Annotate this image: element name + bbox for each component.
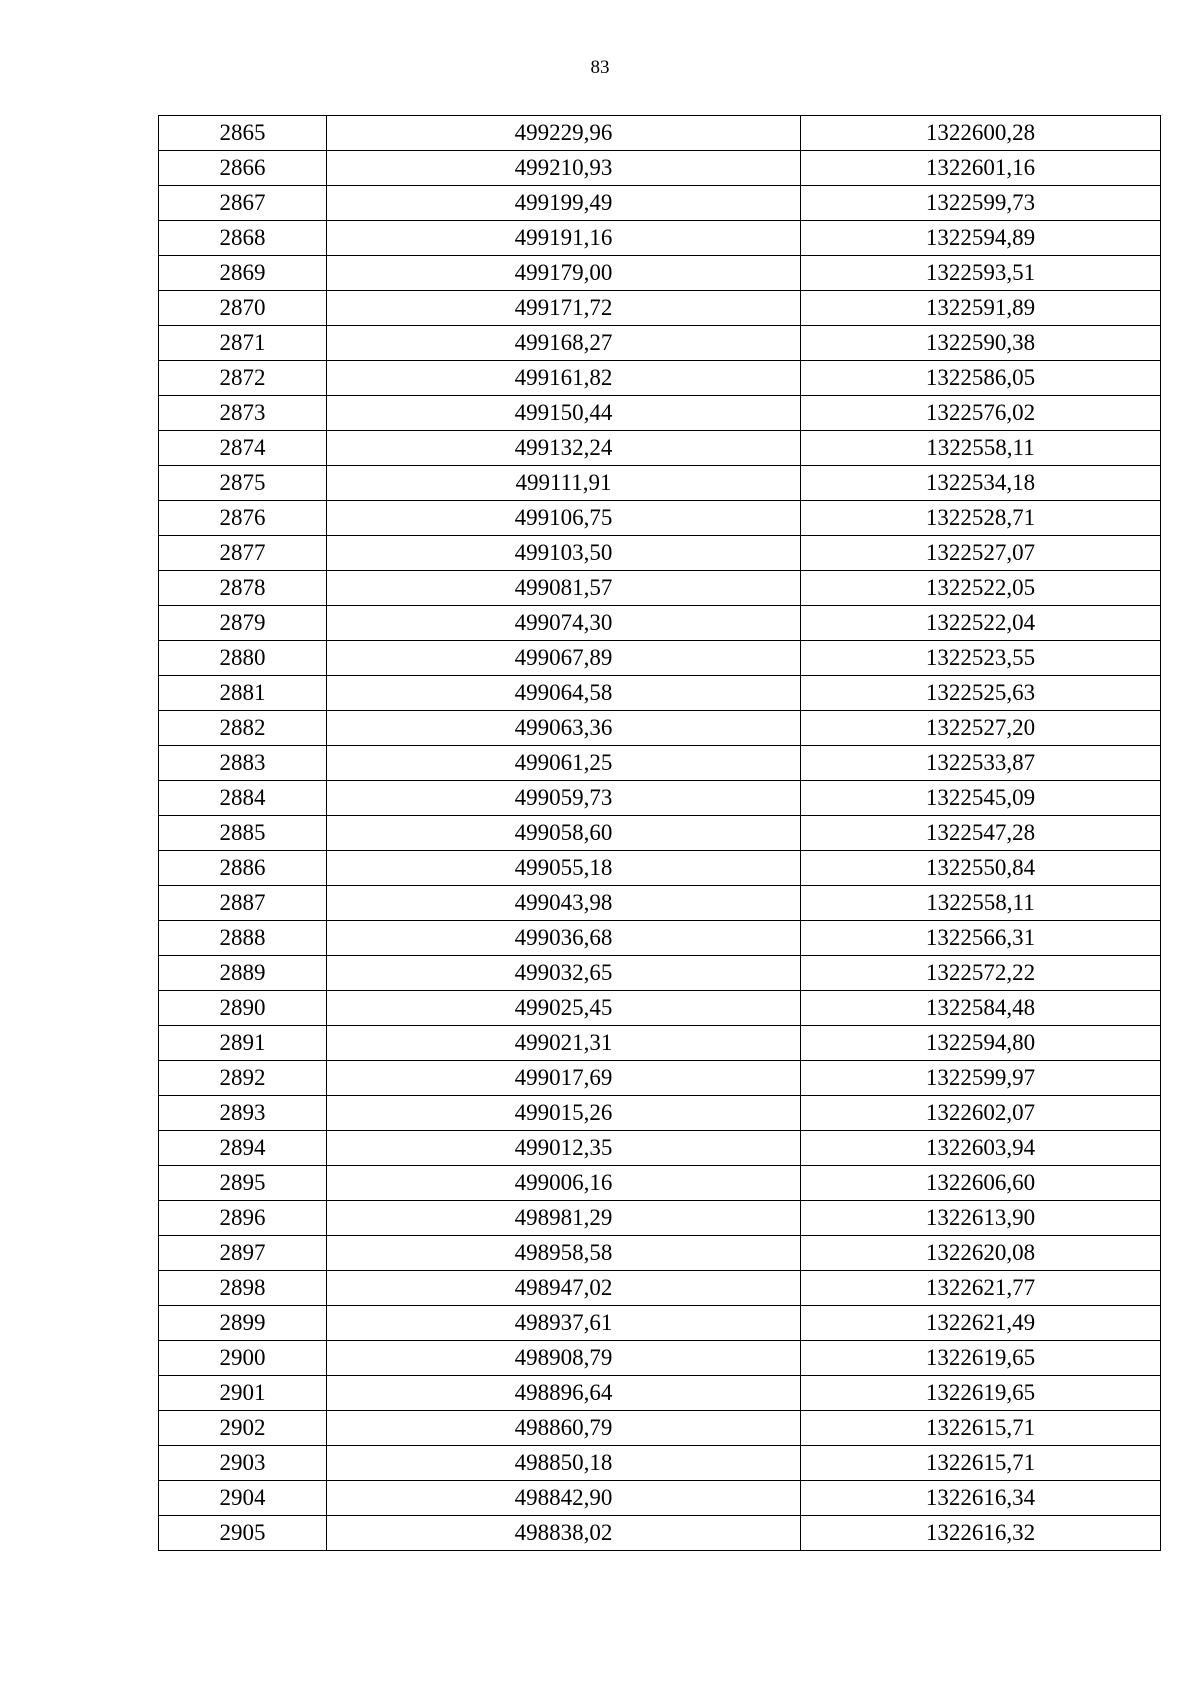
x-coordinate-cell: 499229,96 <box>327 116 801 151</box>
x-coordinate-cell: 498850,18 <box>327 1446 801 1481</box>
point-number-cell: 2905 <box>159 1516 327 1551</box>
point-number-cell: 2888 <box>159 921 327 956</box>
table-row <box>159 1376 1161 1411</box>
table-row <box>159 1096 1161 1131</box>
x-coordinate-cell: 498896,64 <box>327 1376 801 1411</box>
point-number-cell: 2886 <box>159 851 327 886</box>
point-number-cell: 2884 <box>159 781 327 816</box>
y-coordinate-cell: 1322545,09 <box>801 781 1161 816</box>
x-coordinate-cell: 499043,98 <box>327 886 801 921</box>
point-number-cell: 2892 <box>159 1061 327 1096</box>
table-row <box>159 676 1161 711</box>
y-coordinate-cell: 1322528,71 <box>801 501 1161 536</box>
x-coordinate-cell: 499058,60 <box>327 816 801 851</box>
x-coordinate-cell: 499064,58 <box>327 676 801 711</box>
y-coordinate-cell: 1322616,34 <box>801 1481 1161 1516</box>
x-coordinate-cell: 499161,82 <box>327 361 801 396</box>
y-coordinate-cell: 1322527,07 <box>801 536 1161 571</box>
table-row <box>159 711 1161 746</box>
point-number-cell: 2902 <box>159 1411 327 1446</box>
point-number-cell: 2879 <box>159 606 327 641</box>
y-coordinate-cell: 1322620,08 <box>801 1236 1161 1271</box>
table-row <box>159 466 1161 501</box>
x-coordinate-cell: 499111,91 <box>327 466 801 501</box>
table-row <box>159 851 1161 886</box>
y-coordinate-cell: 1322591,89 <box>801 291 1161 326</box>
point-number-cell: 2899 <box>159 1306 327 1341</box>
x-coordinate-cell: 499055,18 <box>327 851 801 886</box>
point-number-cell: 2869 <box>159 256 327 291</box>
table-row <box>159 361 1161 396</box>
x-coordinate-cell: 499150,44 <box>327 396 801 431</box>
table-row <box>159 151 1161 186</box>
y-coordinate-cell: 1322603,94 <box>801 1131 1161 1166</box>
point-number-cell: 2865 <box>159 116 327 151</box>
point-number-cell: 2894 <box>159 1131 327 1166</box>
y-coordinate-cell: 1322558,11 <box>801 431 1161 466</box>
x-coordinate-cell: 498981,29 <box>327 1201 801 1236</box>
point-number-cell: 2877 <box>159 536 327 571</box>
y-coordinate-cell: 1322599,73 <box>801 186 1161 221</box>
y-coordinate-cell: 1322525,63 <box>801 676 1161 711</box>
y-coordinate-cell: 1322601,16 <box>801 151 1161 186</box>
y-coordinate-cell: 1322534,18 <box>801 466 1161 501</box>
table-row <box>159 886 1161 921</box>
y-coordinate-cell: 1322584,48 <box>801 991 1161 1026</box>
point-number-cell: 2867 <box>159 186 327 221</box>
y-coordinate-cell: 1322576,02 <box>801 396 1161 431</box>
x-coordinate-cell: 498860,79 <box>327 1411 801 1446</box>
y-coordinate-cell: 1322527,20 <box>801 711 1161 746</box>
coordinates-table-body <box>159 116 1161 1551</box>
point-number-cell: 2895 <box>159 1166 327 1201</box>
point-number-cell: 2882 <box>159 711 327 746</box>
point-number-cell: 2866 <box>159 151 327 186</box>
point-number-cell: 2887 <box>159 886 327 921</box>
table-row <box>159 816 1161 851</box>
table-row <box>159 1061 1161 1096</box>
table-row <box>159 606 1161 641</box>
table-row <box>159 1306 1161 1341</box>
y-coordinate-cell: 1322572,22 <box>801 956 1161 991</box>
table-row <box>159 256 1161 291</box>
x-coordinate-cell: 499017,69 <box>327 1061 801 1096</box>
point-number-cell: 2904 <box>159 1481 327 1516</box>
point-number-cell: 2901 <box>159 1376 327 1411</box>
point-number-cell: 2878 <box>159 571 327 606</box>
y-coordinate-cell: 1322566,31 <box>801 921 1161 956</box>
table-row <box>159 1131 1161 1166</box>
table-row <box>159 1271 1161 1306</box>
y-coordinate-cell: 1322523,55 <box>801 641 1161 676</box>
x-coordinate-cell: 499012,35 <box>327 1131 801 1166</box>
point-number-cell: 2900 <box>159 1341 327 1376</box>
coordinates-table <box>158 115 1161 1551</box>
table-row <box>159 571 1161 606</box>
point-number-cell: 2885 <box>159 816 327 851</box>
y-coordinate-cell: 1322621,77 <box>801 1271 1161 1306</box>
point-number-cell: 2876 <box>159 501 327 536</box>
y-coordinate-cell: 1322613,90 <box>801 1201 1161 1236</box>
point-number-cell: 2890 <box>159 991 327 1026</box>
x-coordinate-cell: 499063,36 <box>327 711 801 746</box>
point-number-cell: 2874 <box>159 431 327 466</box>
y-coordinate-cell: 1322619,65 <box>801 1376 1161 1411</box>
x-coordinate-cell: 499168,27 <box>327 326 801 361</box>
point-number-cell: 2872 <box>159 361 327 396</box>
y-coordinate-cell: 1322619,65 <box>801 1341 1161 1376</box>
y-coordinate-cell: 1322621,49 <box>801 1306 1161 1341</box>
x-coordinate-cell: 499106,75 <box>327 501 801 536</box>
table-row <box>159 746 1161 781</box>
x-coordinate-cell: 499191,16 <box>327 221 801 256</box>
point-number-cell: 2873 <box>159 396 327 431</box>
x-coordinate-cell: 499074,30 <box>327 606 801 641</box>
point-number-cell: 2889 <box>159 956 327 991</box>
x-coordinate-cell: 499061,25 <box>327 746 801 781</box>
y-coordinate-cell: 1322594,80 <box>801 1026 1161 1061</box>
x-coordinate-cell: 499067,89 <box>327 641 801 676</box>
page-number: 83 <box>590 57 610 78</box>
y-coordinate-cell: 1322550,84 <box>801 851 1161 886</box>
point-number-cell: 2883 <box>159 746 327 781</box>
point-number-cell: 2868 <box>159 221 327 256</box>
x-coordinate-cell: 499210,93 <box>327 151 801 186</box>
x-coordinate-cell: 498937,61 <box>327 1306 801 1341</box>
point-number-cell: 2897 <box>159 1236 327 1271</box>
x-coordinate-cell: 499021,31 <box>327 1026 801 1061</box>
table-row <box>159 1166 1161 1201</box>
table-row <box>159 536 1161 571</box>
x-coordinate-cell: 499032,65 <box>327 956 801 991</box>
table-row <box>159 326 1161 361</box>
y-coordinate-cell: 1322593,51 <box>801 256 1161 291</box>
point-number-cell: 2870 <box>159 291 327 326</box>
x-coordinate-cell: 499036,68 <box>327 921 801 956</box>
point-number-cell: 2871 <box>159 326 327 361</box>
x-coordinate-cell: 499081,57 <box>327 571 801 606</box>
table-row <box>159 1411 1161 1446</box>
table-row <box>159 116 1161 151</box>
table-row <box>159 956 1161 991</box>
y-coordinate-cell: 1322615,71 <box>801 1446 1161 1481</box>
x-coordinate-cell: 499179,00 <box>327 256 801 291</box>
table-row <box>159 1481 1161 1516</box>
x-coordinate-cell: 499171,72 <box>327 291 801 326</box>
x-coordinate-cell: 498842,90 <box>327 1481 801 1516</box>
x-coordinate-cell: 499006,16 <box>327 1166 801 1201</box>
table-row <box>159 501 1161 536</box>
table-row <box>159 396 1161 431</box>
y-coordinate-cell: 1322522,04 <box>801 606 1161 641</box>
x-coordinate-cell: 499132,24 <box>327 431 801 466</box>
table-row <box>159 1236 1161 1271</box>
y-coordinate-cell: 1322558,11 <box>801 886 1161 921</box>
point-number-cell: 2891 <box>159 1026 327 1061</box>
table-row <box>159 991 1161 1026</box>
point-number-cell: 2903 <box>159 1446 327 1481</box>
x-coordinate-cell: 499103,50 <box>327 536 801 571</box>
x-coordinate-cell: 498838,02 <box>327 1516 801 1551</box>
point-number-cell: 2875 <box>159 466 327 501</box>
table-row <box>159 291 1161 326</box>
x-coordinate-cell: 498958,58 <box>327 1236 801 1271</box>
x-coordinate-cell: 499059,73 <box>327 781 801 816</box>
point-number-cell: 2881 <box>159 676 327 711</box>
point-number-cell: 2898 <box>159 1271 327 1306</box>
y-coordinate-cell: 1322600,28 <box>801 116 1161 151</box>
y-coordinate-cell: 1322615,71 <box>801 1411 1161 1446</box>
table-row <box>159 1201 1161 1236</box>
x-coordinate-cell: 499025,45 <box>327 991 801 1026</box>
x-coordinate-cell: 499015,26 <box>327 1096 801 1131</box>
x-coordinate-cell: 498947,02 <box>327 1271 801 1306</box>
y-coordinate-cell: 1322586,05 <box>801 361 1161 396</box>
point-number-cell: 2893 <box>159 1096 327 1131</box>
y-coordinate-cell: 1322602,07 <box>801 1096 1161 1131</box>
table-row <box>159 186 1161 221</box>
y-coordinate-cell: 1322547,28 <box>801 816 1161 851</box>
y-coordinate-cell: 1322599,97 <box>801 1061 1161 1096</box>
y-coordinate-cell: 1322606,60 <box>801 1166 1161 1201</box>
y-coordinate-cell: 1322616,32 <box>801 1516 1161 1551</box>
table-row <box>159 921 1161 956</box>
table-row <box>159 1341 1161 1376</box>
table-row <box>159 221 1161 256</box>
x-coordinate-cell: 499199,49 <box>327 186 801 221</box>
y-coordinate-cell: 1322522,05 <box>801 571 1161 606</box>
table-row <box>159 641 1161 676</box>
table-row <box>159 1026 1161 1061</box>
point-number-cell: 2896 <box>159 1201 327 1236</box>
point-number-cell: 2880 <box>159 641 327 676</box>
table-row <box>159 1446 1161 1481</box>
table-row <box>159 781 1161 816</box>
y-coordinate-cell: 1322590,38 <box>801 326 1161 361</box>
table-row <box>159 1516 1161 1551</box>
y-coordinate-cell: 1322594,89 <box>801 221 1161 256</box>
x-coordinate-cell: 498908,79 <box>327 1341 801 1376</box>
table-row <box>159 431 1161 466</box>
y-coordinate-cell: 1322533,87 <box>801 746 1161 781</box>
